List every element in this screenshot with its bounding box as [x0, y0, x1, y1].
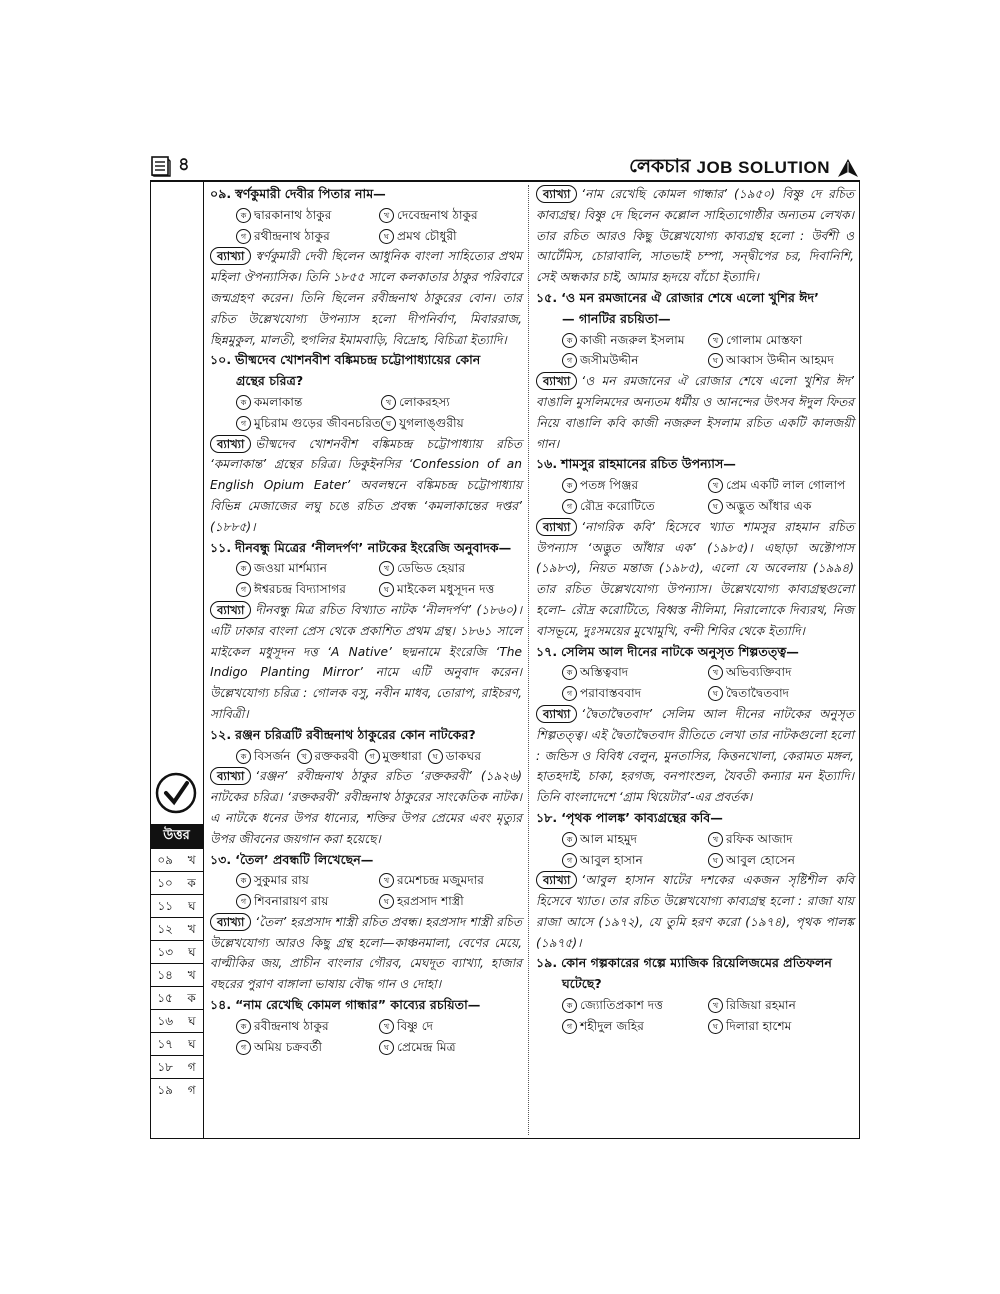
option-text: জসীমউদ্দীন — [580, 353, 639, 368]
explanation-badge: ব্যাখ্যা — [536, 372, 577, 390]
option-marker: ক — [236, 749, 251, 764]
explanation-10 — [210, 434, 522, 538]
option-text: জওয়া মার্শম্যান — [254, 561, 328, 576]
option-marker: গ — [236, 229, 251, 244]
option-gh[interactable] — [708, 850, 854, 871]
book-icon — [150, 155, 172, 177]
option-k[interactable] — [236, 746, 291, 767]
answer-row — [150, 894, 203, 918]
option-gh[interactable] — [708, 496, 854, 517]
answer-sidebar — [150, 182, 204, 1138]
option-marker: ঘ — [708, 686, 723, 701]
question-number: ১৮. — [536, 809, 558, 825]
answer-a: ঘ — [188, 1037, 196, 1051]
option-gh[interactable] — [708, 683, 854, 704]
option-marker: গ — [365, 749, 380, 764]
option-g[interactable] — [236, 226, 379, 247]
option-text: রবীন্দ্রনাথ ঠাকুর — [254, 1018, 329, 1033]
option-marker: গ — [562, 686, 577, 701]
option-text: মুচিরাম গুড়ের জীবনচরিত — [254, 415, 382, 430]
option-kh[interactable] — [297, 746, 359, 767]
option-kh[interactable] — [708, 829, 854, 850]
option-marker: ক — [236, 395, 251, 410]
explanation-text: ‘নাগরিক কবি’ হিসেবে খ্যাত শামসুর রাহমান রচিত উপন্যাস ‘অদ্ভুত আঁধার এক’ (১৯৮৫)। এছাড়া অক্টোপাস (১৯৮৩), নিয়ত মন্তাজ (১৯৮৫), এলো যে অবেলায় (১৯৯৪) তার রচিত উল্লেখযোগ্য উপন্যাস। উল্লেখযোগ্য কাব্যগ্রন্থগুলো হলো– রৌদ্র করোটিতে, বিধ্বস্ত নীলিমা, নিরালোকে দিব্যরথ, নিজ বাসভূমে, দুঃসময়ের মুখোমুখি, বন্দী শিবির থেকে ইত্যাদি। — [536, 519, 854, 638]
answer-a: ঘ — [188, 899, 196, 913]
options-15 — [536, 330, 854, 372]
option-marker: ক — [562, 832, 577, 847]
answer-q: ১১ — [157, 899, 174, 913]
option-k[interactable] — [562, 995, 708, 1016]
question-17 — [536, 642, 854, 663]
explanation-13 — [210, 912, 522, 995]
option-text: প্রমথ চৌধুরী — [397, 228, 457, 243]
option-marker: গ — [236, 1040, 251, 1055]
answer-row — [150, 986, 203, 1010]
options-12 — [210, 746, 522, 767]
question-number: ১৩. — [210, 851, 232, 867]
question-text: শামসুর রাহমানের রচিত উপন্যাস— — [561, 456, 736, 472]
question-text: রঞ্জন চরিত্রটি রবীন্দ্রনাথ ঠাকুরের কোন নাটকের? — [235, 726, 476, 742]
question-number: ০৯. — [210, 186, 232, 201]
explanation-text: ভীষ্মদেব খোশনবীশ বঙ্কিমচন্দ্র চট্টোপাধ্যায় রচিত ‘কমলাকান্ত’ গ্রন্থের চরিত্র। ডিকুইনসির ‘Confession of an English Opium Eater’ অবলম্বনে বঙ্কিমচন্দ্র চট্টোপাধ্যায় বিভিন্ন মেজাজের লঘু চঙে রচিত প্রবন্ধ ‘কমলাকান্তের দপ্তর’ (১৮৮৫)। — [210, 436, 522, 534]
option-marker: ক — [236, 208, 251, 223]
option-marker: ঘ — [708, 353, 723, 368]
explanation-18 — [536, 870, 854, 953]
explanation-text: ‘তৈল’ হরপ্রসাদ শাস্ত্রী রচিত প্রবন্ধ। হরপ্রসাদ শাস্ত্রী রচিত উল্লেখযোগ্য আরও কিছু গ্রন্থ হলো—কাঞ্চনমালা, বেণের মেয়ে, বাল্মীকির জয়, প্রাচীন বাংলার গৌরব, মেঘদূত ব্যাখ্যা, হাজার বছরের পুরাণ বাঙ্গালা ভাষায় বৌদ্ধ গান ও দোহা। — [210, 914, 522, 992]
question-09 — [210, 184, 522, 205]
option-k[interactable] — [562, 330, 708, 351]
option-marker: খ — [379, 873, 394, 888]
explanation-12 — [210, 766, 522, 849]
option-kh[interactable] — [379, 558, 522, 579]
option-text: পতঙ্গ পিঞ্জর — [580, 478, 639, 493]
option-gh[interactable] — [708, 350, 854, 371]
answer-heading: উত্তর — [150, 824, 203, 848]
option-marker: ক — [562, 665, 577, 680]
option-text: শহীদুল জহির — [580, 1018, 644, 1033]
question-text: দীনবন্ধু মিত্রের ‘নীলদর্পণ’ নাটকের ইংরেজি অনুবাদক— — [235, 539, 512, 555]
answer-q: ১৩ — [157, 945, 174, 959]
option-gh[interactable] — [379, 226, 522, 247]
explanation-badge: ব্যাখ্যা — [536, 185, 577, 203]
option-gh[interactable] — [381, 413, 522, 434]
option-marker: ক — [562, 478, 577, 493]
option-marker: ঘ — [379, 894, 394, 909]
option-marker: ঘ — [708, 499, 723, 514]
answer-q: ১৬ — [157, 1014, 174, 1028]
brand-name: লেকচার — [629, 155, 691, 177]
answer-q: ১০ — [157, 876, 173, 890]
option-text: জ্যোতিপ্রকাশ দত্ত — [580, 998, 663, 1013]
option-text: দিলারা হাশেম — [726, 1018, 792, 1033]
option-k[interactable] — [562, 475, 708, 496]
option-marker: ঘ — [379, 229, 394, 244]
options-14 — [210, 1016, 522, 1058]
option-k[interactable] — [236, 558, 379, 579]
option-k[interactable] — [236, 870, 379, 891]
option-gh[interactable] — [379, 891, 522, 912]
option-marker: খ — [379, 1019, 394, 1034]
explanation-badge: ব্যাখ্যা — [210, 601, 251, 619]
option-marker: গ — [236, 582, 251, 597]
option-text: মুক্তধারা — [382, 748, 422, 763]
option-marker: ঘ — [381, 416, 396, 431]
option-text: শিবনারায়ণ রায় — [254, 894, 329, 909]
option-k[interactable] — [236, 205, 379, 226]
options-10 — [210, 392, 522, 434]
option-marker: খ — [379, 208, 394, 223]
answer-row — [150, 963, 203, 987]
option-text: কমলাকান্ত — [254, 394, 303, 409]
option-marker: খ — [708, 998, 723, 1013]
question-text: “নাম রেখেছি কোমল গান্ধার” কাব্যের রচয়িতা— — [235, 997, 481, 1013]
answer-a: গ — [187, 1060, 196, 1074]
answer-a: ঘ — [188, 945, 196, 959]
question-text-cont: — গানটির রচয়িতা— — [562, 310, 671, 326]
answer-a: গ — [187, 1083, 196, 1097]
option-marker: খ — [381, 395, 396, 410]
option-marker: ক — [562, 333, 577, 348]
option-g[interactable] — [562, 496, 708, 517]
explanation-badge: ব্যাখ্যা — [210, 435, 251, 453]
answer-q: ১৫ — [157, 991, 173, 1005]
explanation-badge: ব্যাখ্যা — [536, 871, 577, 889]
option-gh[interactable] — [428, 746, 481, 767]
option-text: আব্বাস উদ্দীন আহমদ — [726, 353, 834, 368]
answer-q: ১৯ — [157, 1083, 173, 1097]
question-number: ১২. — [210, 726, 232, 742]
option-text: রফিক আজাদ — [726, 831, 793, 846]
explanation-badge: ব্যাখ্যা — [210, 247, 251, 265]
question-19 — [536, 953, 854, 995]
option-marker: গ — [236, 894, 251, 909]
explanation-14 — [536, 184, 854, 288]
option-text: মাইকেল মধুসূদন দত্ত — [397, 582, 495, 597]
option-text: কাজী নজরুল ইসলাম — [580, 332, 685, 347]
checkmark-icon — [155, 772, 197, 814]
answer-q: ১৭ — [157, 1037, 174, 1051]
question-text: ‘ও মন রমজানের ঐ রোজার শেষে এলো খুশির ঈদ’ — [561, 289, 819, 305]
option-text: আল মাহমুদ — [580, 831, 638, 846]
explanation-09 — [210, 246, 522, 350]
answer-row — [150, 940, 203, 964]
options-19 — [536, 995, 854, 1037]
option-marker: গ — [562, 353, 577, 368]
option-text: পরাবাস্তববাদ — [580, 686, 642, 701]
answer-row — [150, 848, 203, 872]
option-k[interactable] — [562, 662, 708, 683]
option-g[interactable] — [562, 1016, 708, 1037]
explanation-16 — [536, 517, 854, 642]
question-number: ১৯. — [536, 955, 558, 971]
explanation-text: ‘ও মন রমজানের ঐ রোজার শেষে এলো খুশির ঈদ’ বাঙালি মুসলিমদের অন্যতম ধর্মীয় ও আনন্দের উৎসব ঈদুল ফিতর নিয়ে বাঙালি কবি কাজী নজরুল ইসলাম রচিত একটি কালজয়ী গান। — [536, 374, 854, 451]
question-14 — [210, 995, 522, 1016]
question-number: ১০. — [210, 352, 232, 368]
explanation-badge: ব্যাখ্যা — [210, 767, 251, 785]
option-gh[interactable] — [379, 579, 522, 600]
answer-row — [150, 1078, 203, 1102]
question-text: কোন গল্পকারের গল্পে ম্যাজিক রিয়েলিজমের প্রতিফলন — [561, 955, 832, 971]
answer-a: খ — [187, 968, 196, 982]
option-g[interactable] — [562, 850, 708, 871]
explanation-15 — [536, 371, 854, 454]
option-marker: গ — [562, 499, 577, 514]
option-text: রক্তকরবী — [314, 748, 359, 763]
question-number: ১৫. — [536, 289, 558, 305]
answer-a: ক — [187, 876, 196, 890]
option-marker: ঘ — [708, 853, 723, 868]
right-column — [536, 184, 854, 1037]
option-text: গোলাম মোস্তফা — [726, 332, 803, 347]
question-text: স্বর্ণকুমারী দেবীর পিতার নাম— — [235, 186, 386, 201]
option-marker: ক — [236, 1019, 251, 1034]
question-text: ভীষ্মদেব খোশনবীশ বঙ্কিমচন্দ্র চট্টোপাধ্যায়ের কোন — [235, 352, 481, 368]
answer-row — [150, 1032, 203, 1056]
option-text: দ্বারকানাথ ঠাকুর — [254, 207, 332, 222]
option-g[interactable] — [562, 350, 708, 371]
option-kh[interactable] — [708, 330, 854, 351]
answer-q: ১৪ — [157, 968, 173, 982]
option-text: আবুল হাসান — [580, 852, 643, 867]
bottom-rule — [150, 1138, 860, 1139]
explanation-text: ‘নাম রেখেছি কোমল গান্ধার’ (১৯৫০) বিষ্ণু দে রচিত কাব্যগ্রন্থ। বিষ্ণু দে ছিলেন কল্লোল সাহিত্যগোষ্ঠীর অন্যতম লেখক। তার রচিত আরও কিছু উল্লেখযোগ্য কাব্যগ্রন্থ হলো : উর্বশী ও আর্টেমিস, চোরাবালি, সাতভাই চম্পা, সন্দ্বীপের চর, দিবানিশি, সেই অন্ধকার চাই, আমার হৃদয়ে বাঁচো ইত্যাদি। — [536, 187, 854, 285]
options-09 — [210, 205, 522, 247]
column-divider — [528, 185, 529, 1135]
option-marker: ঘ — [379, 582, 394, 597]
option-g[interactable] — [236, 1037, 379, 1058]
option-text: সুকুমার রায় — [254, 873, 309, 888]
question-number: ১৭. — [536, 643, 558, 659]
option-kh[interactable] — [708, 475, 854, 496]
option-text: অস্তিত্ববাদ — [580, 665, 629, 680]
option-kh[interactable] — [708, 995, 854, 1016]
question-text: ‘পৃথক পালঙ্ক’ কাব্যগ্রন্থের কবি— — [561, 809, 723, 825]
answer-a: ঘ — [188, 1014, 196, 1028]
question-10 — [210, 350, 522, 392]
option-gh[interactable] — [708, 1016, 854, 1037]
option-text: প্রেম একটি লাল গোলাপ — [726, 478, 846, 493]
explanation-text: ‘রঞ্জন’ রবীন্দ্রনাথ ঠাকুর রচিত ‘রক্তকরবী’ (১৯২৬) নাটকের চরিত্র। ‘রক্তকরবী’ রবীন্দ্রনাথ ঠাকুরের সাংকেতিক নাটক। এ নাটকে ধনের উপর ধান্যের, শক্তির উপর প্রেমের এবং মৃত্যুর উপর জীবনের জয়গান করা হয়েছে। — [210, 769, 522, 846]
option-g[interactable] — [236, 413, 381, 434]
answer-row — [150, 871, 203, 895]
question-number: ১১. — [210, 539, 232, 555]
explanation-text: ‘আবুল হাসান ষাটের দশকের একজন সৃষ্টিশীল কবি হিসেবে খ্যাত। তার রচিত উল্লেখযোগ্য কাব্যগ্রন্থ হলো : রাজা যায় রাজা আসে (১৯৭২), যে তুমি হরণ করো (১৯৭৪), পৃথক পালঙ্ক (১৯৭৫)। — [536, 873, 854, 950]
option-k[interactable] — [562, 829, 708, 850]
explanation-text: স্বর্ণকুমারী দেবী ছিলেন আধুনিক বাংলা সাহিত্যের প্রথম মহিলা ঔপন্যাসিক। তিনি ১৮৫৫ সালে কলকাতার ঠাকুর পরিবারে জন্মগ্রহণ করেন। তিনি ছিলেন রবীন্দ্রনাথ ঠাকুরের বোন। তার রচিত উল্লেখযোগ্য উপন্যাস হলো দীপনির্বাণ, মিবাররাজ, ছিন্নমুকুল, মালতী, হুগলির ইমামবাড়ি, বিদ্রোহ, বিচিত্রা ইত্যাদি। — [210, 249, 522, 347]
option-text: রৌদ্র করোটিতে — [580, 498, 655, 513]
answer-row — [150, 1009, 203, 1033]
option-text: ডেভিড হেয়ার — [397, 561, 466, 576]
option-kh[interactable] — [381, 392, 522, 413]
job-solution-title: JOB SOLUTION — [696, 158, 830, 177]
question-number: ১৪. — [210, 997, 232, 1013]
option-g[interactable] — [236, 579, 379, 600]
option-text: আবুল হোসেন — [726, 852, 796, 867]
option-text: রিজিয়া রহমান — [726, 998, 796, 1013]
option-marker: ঘ — [708, 1019, 723, 1034]
answer-q: ০৯ — [157, 853, 173, 867]
option-g[interactable] — [562, 683, 708, 704]
explanation-11 — [210, 600, 522, 725]
option-text: অদ্ভুত আঁধার এক — [726, 498, 812, 513]
question-13 — [210, 850, 522, 871]
page-number-area — [150, 150, 190, 181]
option-kh[interactable] — [379, 1016, 522, 1037]
option-marker: গ — [562, 853, 577, 868]
option-marker: ঘ — [428, 749, 443, 764]
options-13 — [210, 870, 522, 912]
explanation-text: ‘দ্বৈতাদ্বৈতবাদ’ সেলিম আল দীনের নাটকের অনুসৃত শিল্পতত্ত্ব। এই দ্বৈতাদ্বৈতবাদ রীতিতে লেখা তার নাটকগুলো হলো : জন্ডিস ও বিবিধ বেলুন, মুনতাসির, কিত্তনখোলা, কেরামত মঙ্গল, হাতহদাই, চাকা, হরগজ, বনপাংশুল, যৈবতী কন্যার মন ইত্যাদি। তিনি বাংলাদেশে ‘গ্রাম থিয়েটার’-এর প্রবর্তক। — [536, 706, 854, 805]
option-kh[interactable] — [708, 662, 854, 683]
option-marker: খ — [379, 561, 394, 576]
question-11 — [210, 538, 522, 559]
option-k[interactable] — [236, 1016, 379, 1037]
options-18 — [536, 829, 854, 871]
option-marker: খ — [708, 832, 723, 847]
page-number: ৪ — [178, 154, 190, 175]
option-g[interactable] — [236, 891, 379, 912]
option-marker: খ — [297, 749, 312, 764]
option-text: অমিয় চক্রবর্তী — [254, 1039, 323, 1054]
option-marker: ক — [236, 561, 251, 576]
option-text: বিসর্জন — [254, 748, 291, 763]
option-text: যুগলাঙ্গুরীয় — [399, 415, 464, 430]
option-text: ডাকঘর — [445, 748, 482, 763]
question-text: সেলিম আল দীনের নাটকে অনুসৃত শিল্পতত্ত্ব— — [561, 643, 799, 659]
option-kh[interactable] — [379, 205, 522, 226]
option-text: হরপ্রসাদ শাস্ত্রী — [397, 894, 464, 909]
question-12 — [210, 725, 522, 746]
answer-row — [150, 917, 203, 941]
answer-q: ১৮ — [157, 1060, 173, 1074]
option-kh[interactable] — [379, 870, 522, 891]
explanation-17 — [536, 704, 854, 808]
explanation-text: দীনবন্ধু মিত্র রচিত বিখ্যাত নাটক ‘নীলদর্পণ’ (১৮৬০)। এটি ঢাকার বাংলা প্রেস থেকে প্রকাশিত প্রথম গ্রন্থ। ১৮৬১ সালে মাইকেল মধুসূদন দত্ত ‘A Native’ ছদ্মনামে ইংরেজি ‘The Indigo Planting Mirror’ নামে এটি অনুবাদ করেন। উল্লেখযোগ্য চরিত্র : গোলক বসু, নবীন মাধব, তোরাপ, রাইচরণ, সাবিত্রী। — [210, 602, 522, 721]
question-text: ‘তৈল’ প্রবন্ধটি লিখেছেন— — [235, 851, 374, 867]
explanation-badge: ব্যাখ্যা — [536, 518, 577, 536]
options-11 — [210, 558, 522, 600]
question-number: ১৬. — [536, 456, 558, 472]
answer-q: ১২ — [157, 922, 173, 936]
option-text: দেবেন্দ্রনাথ ঠাকুর — [397, 207, 478, 222]
option-marker: খ — [708, 333, 723, 348]
option-gh[interactable] — [379, 1037, 522, 1058]
option-text: রমেশচন্দ্র মজুমদার — [397, 873, 484, 888]
explanation-badge: ব্যাখ্যা — [536, 705, 577, 723]
option-marker: খ — [708, 478, 723, 493]
options-16 — [536, 475, 854, 517]
option-marker: ক — [236, 873, 251, 888]
answer-row — [150, 1055, 203, 1079]
options-17 — [536, 662, 854, 704]
option-text: দ্বৈতাদ্বৈতবাদ — [726, 686, 790, 701]
question-18 — [536, 808, 854, 829]
option-text: রথীন্দ্রনাথ ঠাকুর — [254, 228, 330, 243]
option-g[interactable] — [365, 746, 422, 767]
left-column — [210, 184, 522, 1057]
option-marker: গ — [236, 416, 251, 431]
option-marker: খ — [708, 665, 723, 680]
question-text-cont: ঘটেছে? — [562, 976, 602, 992]
option-marker: গ — [562, 1019, 577, 1034]
question-16 — [536, 454, 854, 475]
question-text-cont: গ্রন্থের চরিত্র? — [236, 373, 304, 389]
answer-a: খ — [187, 853, 196, 867]
brand-logo-icon — [836, 158, 860, 178]
option-text: লোকরহস্য — [399, 394, 450, 409]
option-text: প্রেমেন্দ্র মিত্র — [397, 1039, 456, 1054]
option-marker: ক — [562, 998, 577, 1013]
option-k[interactable] — [236, 392, 381, 413]
option-text: ঈশ্বরচন্দ্র বিদ্যাসাগর — [254, 582, 346, 597]
explanation-badge: ব্যাখ্যা — [210, 913, 251, 931]
option-text: বিষ্ণু দে — [397, 1018, 434, 1033]
option-text: অভিব্যক্তিবাদ — [726, 665, 792, 680]
answer-a: ক — [187, 991, 196, 1005]
option-marker: ঘ — [379, 1040, 394, 1055]
answer-a: খ — [187, 922, 196, 936]
question-15 — [536, 288, 854, 330]
